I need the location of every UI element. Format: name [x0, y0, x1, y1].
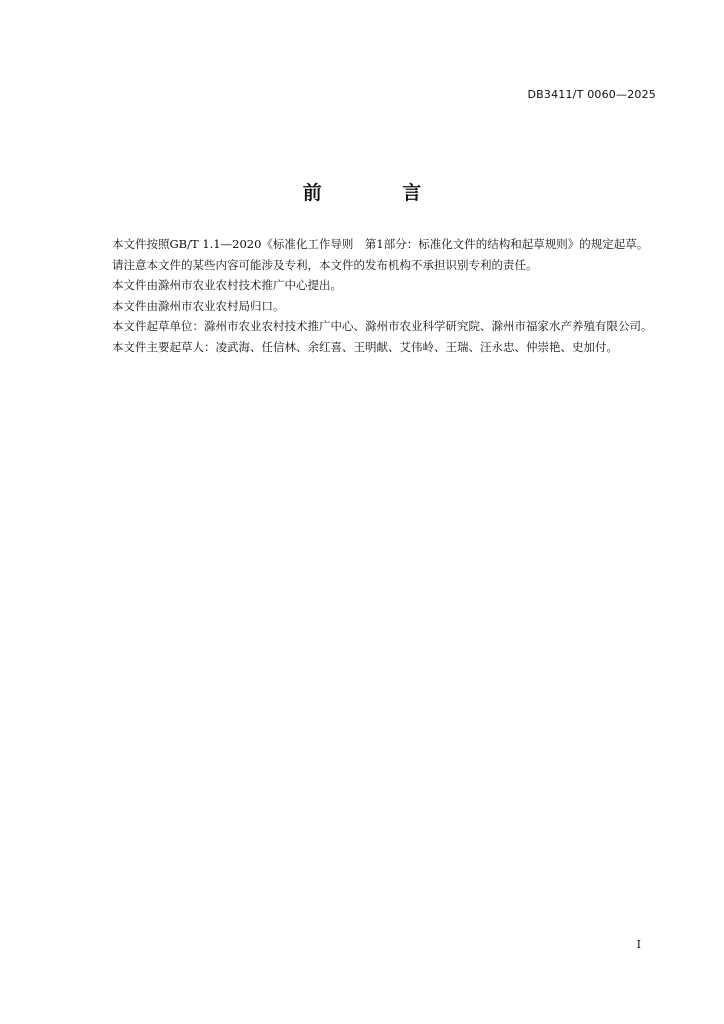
paragraph-patent-notice: 请注意本文件的某些内容可能涉及专利，本文件的发布机构不承担识别专利的责任。: [112, 257, 538, 272]
paragraph-administrator: 本文件由滁州市农业农村局归口。: [112, 298, 285, 313]
paragraph-drafters: 本文件主要起草人：凌武海、任信林、余红喜、王明献、艾伟岭、王瑞、汪永忠、仲崇艳、史加付。: [112, 339, 618, 354]
paragraph-drafting-units: 本文件起草单位：滁州市农业农村技术推广中心、滁州市农业科学研究院、滁州市福家水产养殖有限公司。: [112, 319, 653, 333]
paragraph-drafting-basis: 本文件按照GB/T 1.1—2020《标准化工作导则 第1部分：标准化文件的结构和起草规则》的规定起草。: [112, 237, 649, 251]
page-number: I: [636, 938, 641, 951]
page-title: 前 言: [302, 182, 459, 204]
foreword-body: [88, 234, 660, 357]
paragraph-proposer: 本文件由滁州市农业农村技术推广中心提出。: [112, 278, 342, 292]
standard-number: DB3411/T 0060—2025: [527, 88, 656, 101]
